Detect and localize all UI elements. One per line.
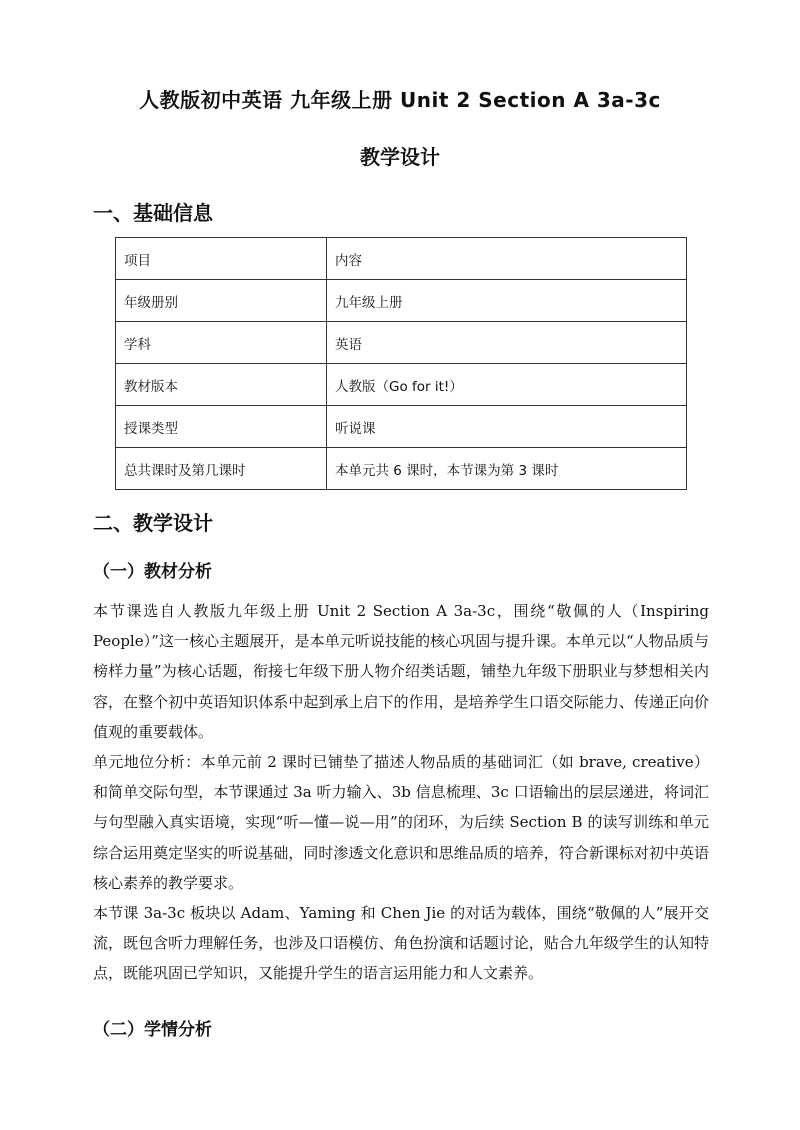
table-row: [116, 238, 687, 280]
table-row: [116, 406, 687, 448]
document-subtitle: 教学设计: [360, 145, 440, 169]
table-cell: 本单元共 6 课时，本节课为第 3 课时: [327, 448, 687, 490]
table-cell: 教材版本: [116, 364, 327, 406]
table-row: [116, 364, 687, 406]
table-row: [116, 280, 687, 322]
section-heading-basic-info: 一、基础信息: [93, 201, 213, 225]
subsection-heading-material-analysis: （一）教材分析: [93, 562, 212, 582]
basic-info-table: [115, 237, 687, 490]
table-cell: 年级册别: [116, 280, 327, 322]
table-cell: 学科: [116, 322, 327, 364]
paragraph: 单元地位分析：本单元前 2 课时已铺垫了描述人物品质的基础词汇（如 brave, creative）和简单交际句型，本节课通过 3a 听力输入、3b 信息梳理、3c 口语输出的层层递进，将词汇与句型融入真实语境，实现“听—懂—说—用”的闭环，为后续 Section B 的读写训练和单元综合运用奠定坚实的听说基础，同时渗透文化意识和思维品质的培养，符合新课标对初中英语核心素养的教学要求。: [93, 753, 709, 892]
table-row: [116, 322, 687, 364]
table-cell: 英语: [327, 322, 687, 364]
document-title: 人教版初中英语 九年级上册 Unit 2 Section A 3a-3c: [139, 88, 661, 112]
paragraph: 本节课 3a-3c 板块以 Adam、Yaming 和 Chen Jie 的对话为载体，围绕“敬佩的人”展开交流，既包含听力理解任务，也涉及口语模仿、角色扮演和话题讨论，贴合九年级学生的认知特点，既能巩固已学知识，又能提升学生的语言运用能力和人文素养。: [93, 904, 709, 983]
table-cell: 听说课: [327, 406, 687, 448]
section-heading-teaching-design: 二、教学设计: [93, 511, 213, 535]
table-cell: 授课类型: [116, 406, 327, 448]
paragraph: 本节课选自人教版九年级上册 Unit 2 Section A 3a-3c，围绕“敬佩的人（Inspiring People）”这一核心主题展开，是本单元听说技能的核心巩固与提升课。本单元以“人物品质与榜样力量”为核心话题，衔接七年级下册人物介绍类话题，铺垫九年级下册职业与梦想相关内容，在整个初中英语知识体系中起到承上启下的作用，是培养学生口语交际能力、传递正向价值观的重要载体。: [93, 602, 709, 741]
subsection-heading-learner-analysis: （二）学情分析: [93, 1020, 212, 1040]
table-cell: 项目: [116, 238, 327, 280]
table-cell: 总共课时及第几课时: [116, 448, 327, 490]
table-cell: 人教版（Go for it!）: [327, 364, 687, 406]
table-cell: 九年级上册: [327, 280, 687, 322]
material-analysis-body: [93, 596, 709, 989]
table-row: [116, 448, 687, 490]
table-cell: 内容: [327, 238, 687, 280]
